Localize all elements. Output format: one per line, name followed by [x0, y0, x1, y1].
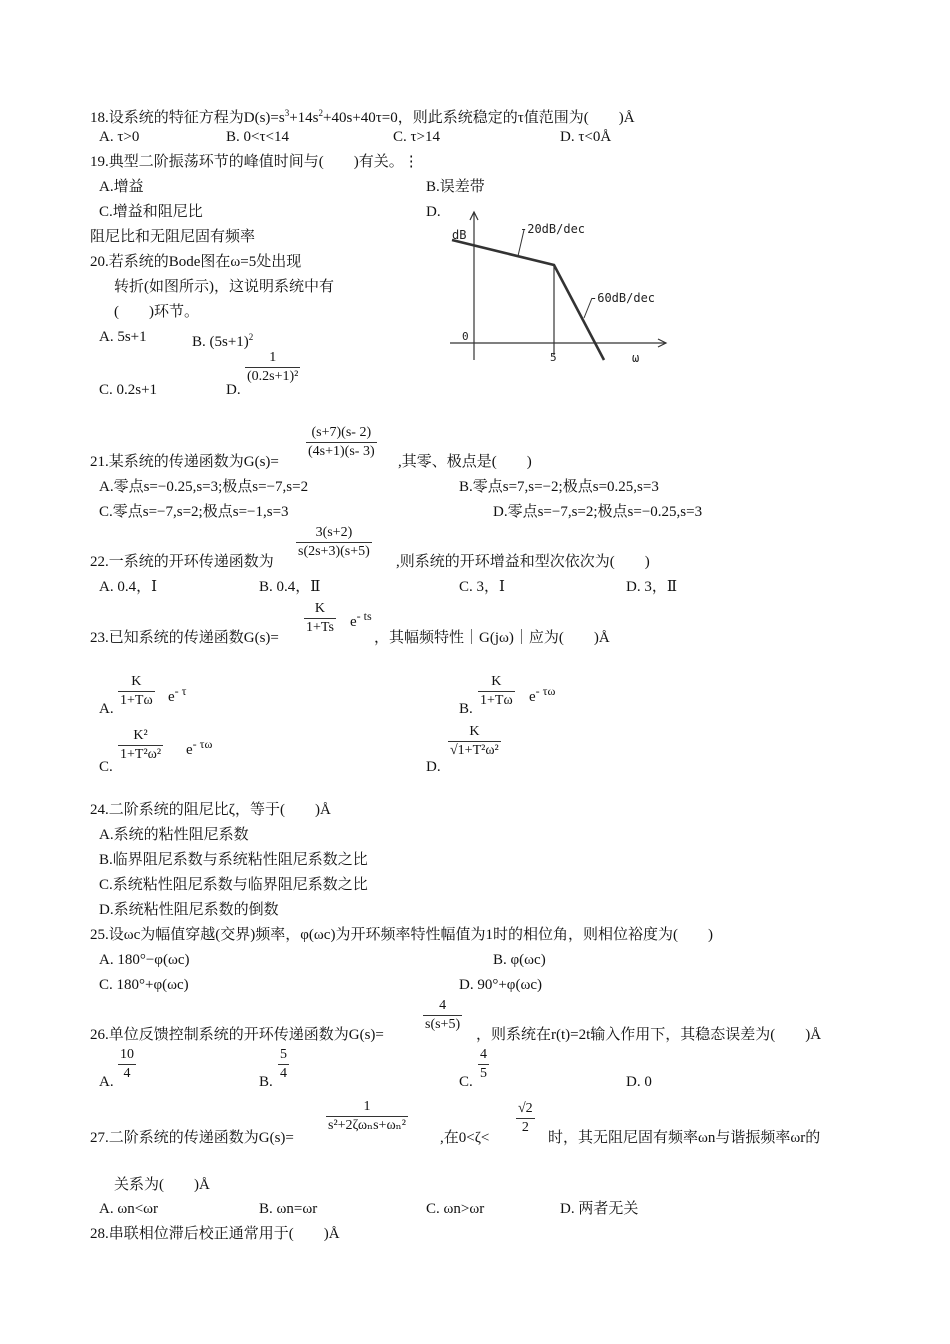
- q20-option-a: A. 5s+1: [99, 329, 147, 345]
- q20-option-d-fraction: 1 (0.2s+1)²: [247, 350, 299, 384]
- q23-option-a-exp: $e^{- \tau}$: [168, 684, 187, 705]
- q22-option-d: D. 3，Ⅱ: [626, 579, 678, 595]
- q21-stem-tail: ,其零、极点是( ): [398, 454, 532, 470]
- q23-option-d-fraction: K √1+T²ω²: [450, 724, 499, 758]
- q22-stem: 22.一系统的开环传递函数为: [90, 554, 274, 570]
- q19-option-d: D.: [426, 204, 441, 220]
- q22-stem-tail: ,则系统的开环增益和型次依次为( ): [396, 554, 650, 570]
- q27-stem-mid: ,在0<ζ<: [440, 1130, 490, 1146]
- q23-option-b-fraction: K 1+Tω: [480, 674, 513, 708]
- q19-option-b: B.误差带: [426, 179, 485, 195]
- q23-option-c-fraction: K² 1+T²ω²: [120, 728, 162, 762]
- q26-option-d: D. 0: [626, 1074, 652, 1090]
- q20-stem-line1: 20.若系统的Bode图在ω=5处出现: [90, 254, 302, 270]
- q21-fraction: (s+7)(s- 2) (4s+1)(s- 3): [308, 425, 375, 459]
- q20-stem-line2: 转折(如图所示)，这说明系统中有: [114, 279, 334, 295]
- q27-option-b: B. ωn=ωr: [259, 1201, 318, 1217]
- q20-option-b: B. $(5s+1)^2$: [192, 332, 254, 350]
- q25-stem: 25.设ωc为幅值穿越(交界)频率，φ(ωc)为开环频率特性幅值为1时的相位角，则相位裕度为( ): [90, 927, 713, 943]
- q27-stem: 27.二阶系统的传递函数为G(s)=: [90, 1130, 294, 1146]
- q19-option-c: C.增益和阻尼比: [99, 204, 203, 220]
- q26-option-c-fraction: 4 5: [480, 1047, 487, 1081]
- q27-fraction: 1 s²+2ζωₙs+ωₙ²: [328, 1099, 406, 1133]
- q22-option-a: A. 0.4，Ⅰ: [99, 579, 158, 595]
- q18-option-d: D. τ<0Å: [560, 129, 612, 145]
- bode-break-tick-label: 5: [550, 351, 557, 364]
- q23-option-b-exp: $e^{- \tau\omega}$: [529, 684, 556, 705]
- q24-option-b: B.临界阻尼系数与系统粘性阻尼系数之比: [99, 852, 368, 868]
- q19-option-d-text: 阻尼比和无阻尼固有频率: [90, 229, 256, 245]
- bode-origin-label: 0: [462, 330, 469, 343]
- q26-stem: 26.单位反馈控制系统的开环传递函数为G(s)=: [90, 1027, 384, 1043]
- q23-option-b: B.: [459, 701, 473, 717]
- q23-option-d: D.: [426, 759, 441, 775]
- bode-slope1-label: -20dB/dec: [520, 222, 586, 236]
- q22-option-c: C. 3，Ⅰ: [459, 579, 505, 595]
- q24-stem: 24.二阶系统的阻尼比ζ，等于( )Å: [90, 802, 331, 818]
- bode-x-label: ω: [632, 351, 640, 365]
- q25-option-c: C. 180°+φ(ωc): [99, 977, 189, 993]
- q20-option-c: C. 0.2s+1: [99, 382, 158, 398]
- q21-stem: 21.某系统的传递函数为G(s)=: [90, 454, 279, 470]
- q27-stem-cont: 关系为( )Å: [114, 1177, 210, 1193]
- q27-option-c: C. ωn>ωr: [426, 1201, 485, 1217]
- q20-option-d: D.: [226, 382, 241, 398]
- q27-option-d: D. 两者无关: [560, 1201, 639, 1217]
- q19-stem: 19.典型二阶振荡环节的峰值时间与( )有关。⋮: [90, 154, 419, 170]
- q18-stem: 18.设系统的特征方程为$D(s)=s^3+14s^2+40s+40\tau=0$，则此系统稳定的τ值范围为( )Å: [90, 108, 635, 126]
- q23-stem-tail: ，其幅频特性｜G(jω)｜应为( )Å: [374, 630, 610, 646]
- q20-stem-line3: ( )环节。: [114, 304, 199, 320]
- q21-option-a: A.零点s=−0.25,s=3;极点s=−7,s=2: [99, 479, 309, 495]
- q25-option-d: D. 90°+φ(ωc): [459, 977, 542, 993]
- q25-option-a: A. 180°−φ(ωc): [99, 952, 190, 968]
- q23-option-c: C.: [99, 759, 113, 775]
- q22-option-b: B. 0.4，Ⅱ: [259, 579, 321, 595]
- q24-option-d: D.系统粘性阻尼系数的倒数: [99, 902, 279, 918]
- q26-fraction: 4 s(s+5): [425, 998, 461, 1032]
- q19-option-a: A.增益: [99, 179, 144, 195]
- q26-option-a: A.: [99, 1074, 114, 1090]
- q24-option-c: C.系统粘性阻尼系数与临界阻尼系数之比: [99, 877, 368, 893]
- q21-option-b: B.零点s=7,s=−2;极点s=0.25,s=3: [459, 479, 659, 495]
- bode-magnitude-curve: [452, 240, 604, 360]
- q26-option-b: B.: [259, 1074, 273, 1090]
- bode-diagram: [446, 210, 676, 370]
- q23-option-a: A.: [99, 701, 114, 717]
- bode-y-label: dB: [452, 228, 467, 242]
- q18-option-a: A. τ>0: [99, 129, 140, 145]
- q27-option-a: A. ωn<ωr: [99, 1201, 159, 1217]
- q28-stem: 28.串联相位滞后校正通常用于( )Å: [90, 1226, 340, 1242]
- q22-fraction: 3(s+2) s(2s+3)(s+5): [298, 525, 370, 559]
- q18-option-c: C. τ>14: [393, 129, 440, 145]
- q21-option-d: D.零点s=−7,s=2;极点s=−0.25,s=3: [493, 504, 703, 520]
- q23-option-a-fraction: K 1+Tω: [120, 674, 153, 708]
- q26-option-b-fraction: 5 4: [280, 1047, 287, 1081]
- q23-fraction: K 1+Ts: [306, 601, 334, 635]
- q18-option-b: B. 0<τ<14: [226, 129, 289, 145]
- q26-option-a-fraction: 10 4: [120, 1047, 134, 1081]
- q25-option-b: B. φ(ωc): [493, 952, 546, 968]
- q24-option-a: A.系统的粘性阻尼系数: [99, 827, 249, 843]
- q26-stem-tail: ，则系统在r(t)=2t输入作用下，其稳态误差为( )Å: [476, 1027, 822, 1043]
- q26-option-c: C.: [459, 1074, 473, 1090]
- q27-bound-fraction: √2 2: [518, 1101, 533, 1135]
- q21-option-c: C.零点s=−7,s=2;极点s=−1,s=3: [99, 504, 289, 520]
- q23-exponential: $e^{- ts}$: [350, 609, 372, 630]
- bode-slope2-label: -60dB/dec: [590, 291, 656, 305]
- q27-stem-tail: 时，其无阻尼固有频率ωn与谐振频率ωr的: [548, 1130, 821, 1146]
- q23-stem: 23.已知系统的传递函数G(s)=: [90, 630, 279, 646]
- q23-option-c-exp: $e^{- \tau\omega}$: [186, 737, 213, 758]
